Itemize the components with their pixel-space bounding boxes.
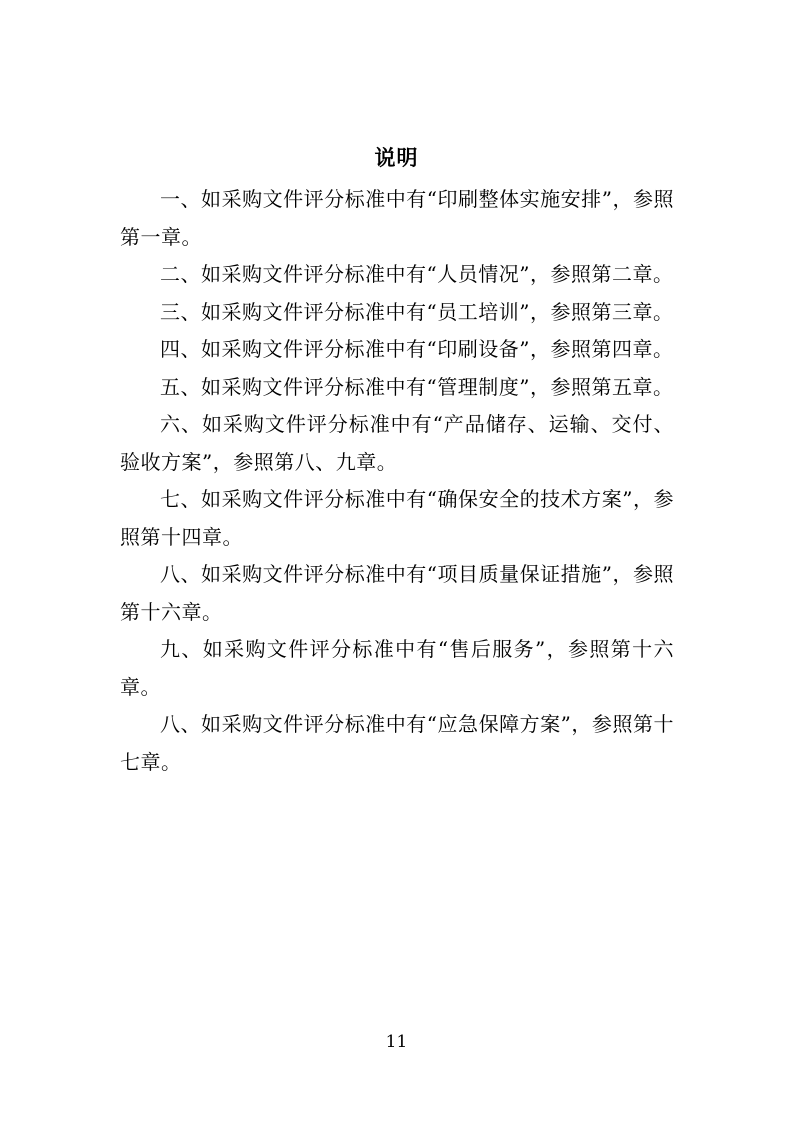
page-number: 11 bbox=[385, 1032, 408, 1052]
paragraph-2: 二、如采购文件评分标准中有“人员情况”，参照第二章。 bbox=[160, 262, 674, 286]
paragraph-9: 九、如采购文件评分标准中有“售后服务”，参照第十六章。 bbox=[120, 637, 674, 699]
paragraph-8: 八、如采购文件评分标准中有“项目质量保证措施”，参照第十六章。 bbox=[120, 562, 674, 624]
page-title: 说明 bbox=[374, 145, 419, 170]
paragraph-7: 七、如采购文件评分标准中有“确保安全的技术方案”，参照第十四章。 bbox=[120, 487, 674, 549]
document-body bbox=[120, 181, 674, 781]
paragraph-4: 四、如采购文件评分标准中有“印刷设备”，参照第四章。 bbox=[160, 337, 674, 361]
paragraph-1: 一、如采购文件评分标准中有“印刷整体实施安排”，参照第一章。 bbox=[120, 187, 674, 249]
paragraph-5: 五、如采购文件评分标准中有“管理制度”，参照第五章。 bbox=[160, 374, 674, 399]
paragraph-6: 六、如采购文件评分标准中有“产品储存、运输、交付、验收方案”，参照第八、九章。 bbox=[120, 412, 674, 474]
paragraph-3: 三、如采购文件评分标准中有“员工培训”，参照第三章。 bbox=[160, 299, 674, 324]
paragraph-10: 八、如采购文件评分标准中有“应急保障方案”，参照第十七章。 bbox=[120, 712, 674, 774]
